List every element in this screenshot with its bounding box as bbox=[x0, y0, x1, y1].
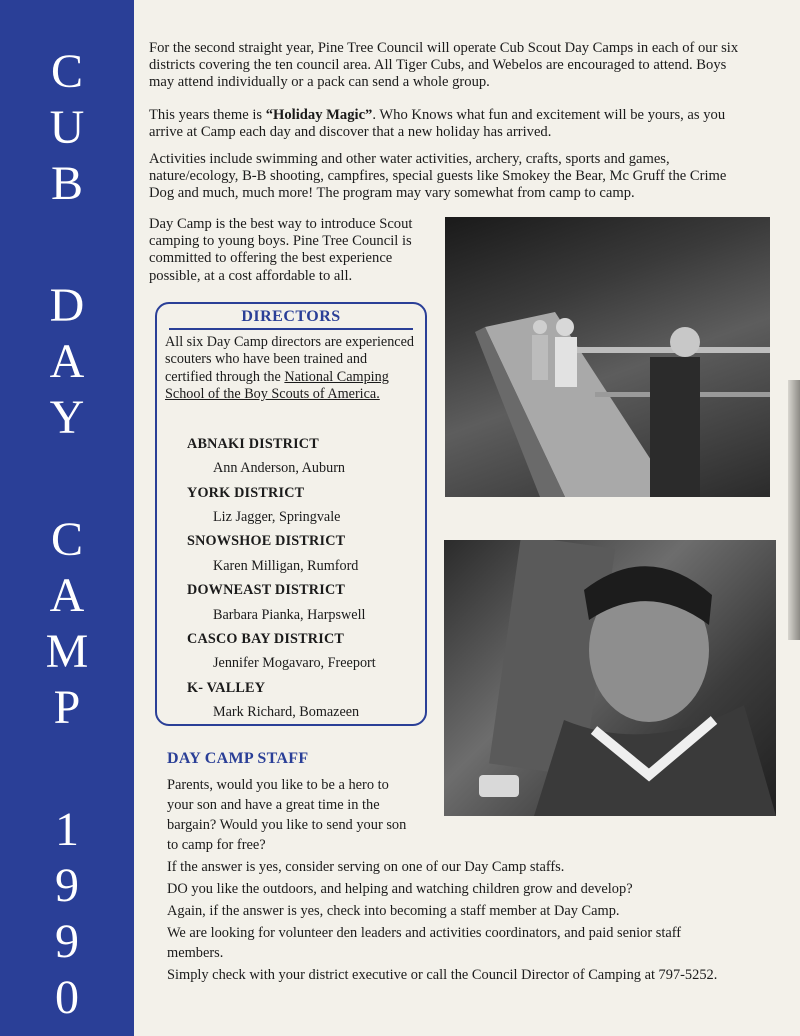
staff-line: If the answer is yes, consider serving on one of our Day Camp staffs. bbox=[167, 859, 565, 875]
director-name: Jennifer Mogavaro, Freeport bbox=[213, 655, 376, 671]
staff-line: We are looking for volunteer den leaders and activities coordinators, and paid senior staff bbox=[167, 925, 682, 941]
directors-divider bbox=[169, 328, 413, 330]
title-digit: 9 bbox=[55, 915, 79, 968]
theme-name: “Holiday Magic” bbox=[265, 107, 373, 123]
directors-intro bbox=[165, 334, 415, 404]
theme-paragraph bbox=[149, 107, 755, 141]
staff-line: to camp for free? bbox=[167, 837, 266, 853]
district-name: SNOWSHOE DISTRICT bbox=[187, 533, 346, 549]
director-name: Ann Anderson, Auburn bbox=[213, 460, 346, 476]
title-digit: 1 bbox=[55, 803, 79, 856]
title-digit: 9 bbox=[55, 859, 79, 912]
district-name: K- VALLEY bbox=[187, 680, 266, 696]
directors-intro-text: All six Day Camp directors are experienced scouters who have been trained and certified through the bbox=[165, 334, 414, 385]
title-digit: 0 bbox=[55, 971, 79, 1024]
staff-line: Simply check with your district executive or call the Council Director of Camping at 797-5252. bbox=[167, 967, 718, 983]
theme-text: This years theme is bbox=[149, 107, 266, 123]
staff-heading: DAY CAMP STAFF bbox=[167, 750, 309, 767]
national-camping-school-link: National Camping School of the Boy Scouts of America. bbox=[165, 368, 389, 403]
page-content bbox=[134, 0, 800, 1036]
day-camp-paragraph: Day Camp is the best way to introduce Scout camping to young boys. Pine Tree Council is committed to offering the best experience possible, at a cost affordable to all. bbox=[149, 216, 413, 284]
title-letter: B bbox=[50, 157, 83, 210]
title-letter: A bbox=[49, 569, 85, 622]
title-letter: C bbox=[50, 513, 83, 566]
staff-line: your son and have a great time in the bbox=[167, 797, 380, 813]
district-name: CASCO BAY DISTRICT bbox=[187, 631, 345, 647]
activities-paragraph: Activities include swimming and other water activities, archery, crafts, sports and games, nature/ecology, B-B shooting, campfires, special guests like Smokey the Bear, Mc Gruff the Crime Dog and much, much more! The program may vary somewhat from camp to camp. bbox=[149, 151, 727, 202]
district-name: DOWNEAST DISTRICT bbox=[187, 582, 346, 598]
district-name: YORK DISTRICT bbox=[187, 485, 305, 501]
title-letter: U bbox=[49, 101, 85, 154]
director-name: Barbara Pianka, Harpswell bbox=[213, 607, 366, 623]
staff-line: Again, if the answer is yes, check into becoming a staff member at Day Camp. bbox=[167, 903, 620, 919]
title-letter: Y bbox=[49, 391, 85, 444]
director-name: Karen Milligan, Rumford bbox=[213, 558, 359, 574]
photo-cub-scout bbox=[444, 540, 776, 816]
theme-text: . Who Knows what fun and excitement will be yours, as you arrive at Camp each day and discover that a new holiday has arrived. bbox=[149, 107, 726, 141]
staff-line: Parents, would you like to be a hero to bbox=[167, 777, 389, 793]
photo-boardwalk bbox=[445, 217, 770, 497]
intro-paragraph: For the second straight year, Pine Tree Council will operate Cub Scout Day Camps in each of our six districts covering the ten council area. All Tiger Cubs, and Webelos are encouraged to attend. Boys may attend individually or a pack can send a whole group. bbox=[149, 40, 739, 91]
title-letter: P bbox=[53, 681, 81, 734]
vertical-title bbox=[0, 44, 134, 1026]
boardwalk-photo-art bbox=[445, 217, 770, 497]
staff-line: members. bbox=[167, 945, 224, 961]
director-name: Liz Jagger, Springvale bbox=[213, 509, 341, 525]
title-sidebar bbox=[0, 0, 134, 1036]
title-letter: C bbox=[50, 45, 83, 98]
staff-line: bargain? Would you like to send your son bbox=[167, 817, 407, 833]
title-letter: D bbox=[49, 279, 85, 332]
title-letter: A bbox=[49, 335, 85, 388]
directors-panel bbox=[155, 302, 427, 726]
directors-title: DIRECTORS bbox=[241, 308, 341, 325]
page-edge bbox=[788, 380, 800, 640]
cub-scout-photo-art bbox=[444, 540, 776, 816]
district-name: ABNAKI DISTRICT bbox=[187, 436, 319, 452]
title-letter: M bbox=[45, 625, 89, 678]
director-name: Mark Richard, Bomazeen bbox=[213, 704, 360, 720]
staff-line: DO you like the outdoors, and helping and watching children grow and develop? bbox=[167, 881, 633, 897]
